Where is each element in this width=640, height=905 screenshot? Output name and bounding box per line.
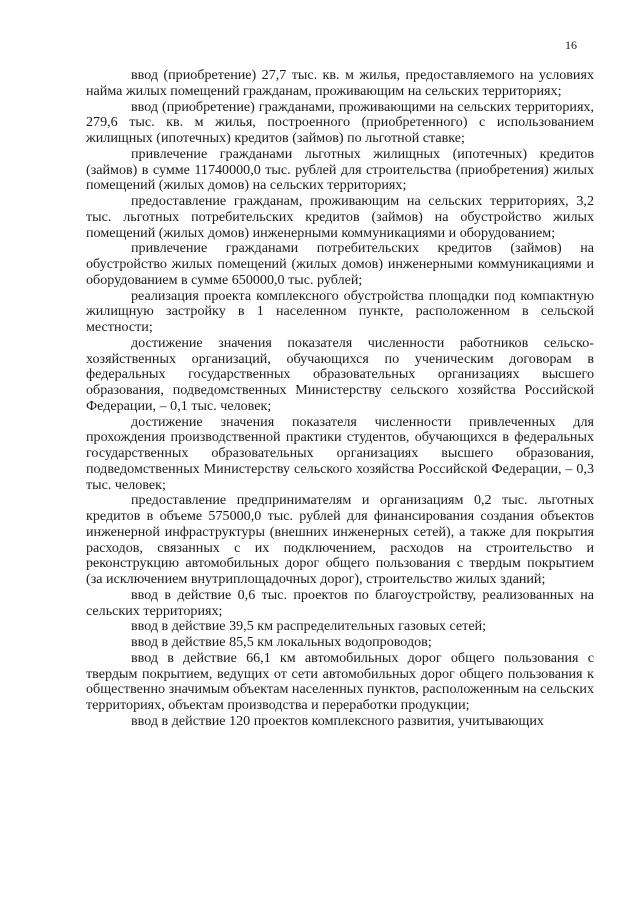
paragraph: ввод в действие 120 проектов комплексного развития, учитывающих (131, 712, 544, 729)
paragraph: достижение значения показателя численности работников сельско-хозяйственных организаций, обучающихся по ученическим договорам в федеральных государственных образовательных организациях высшего образования, подведомственных Министерству сельского хозяйства Российской Федерации, – 0,1 тыс. человек; (86, 334, 594, 414)
paragraph: реализация проекта комплексного обустройства площадки под компактную жилищную застройку в 1 населенном пункте, расположенном в сельской местности; (86, 287, 594, 335)
paragraph: ввод (приобретение) 27,7 тыс. кв. м жилья, предоставляемого на условиях найма жилых помещений гражданам, проживающим на сельских территориях; (86, 67, 594, 99)
page-number: 16 (565, 38, 577, 52)
paragraph: ввод (приобретение) гражданами, проживающими на сельских территориях, 279,6 тыс. кв. м жилья, построенного (приобретенного) с использованием жилищных (ипотечных) кредитов (займов) по льготной ставке; (86, 98, 594, 146)
paragraph: достижение значения показателя численности привлеченных для прохождения производственной практики студентов, обучающихся в федеральных государственных образовательных организациях высшего образования, подведомственных Министерству сельского хозяйства Российской Федерации, – 0,3 тыс. человек; (86, 413, 594, 493)
paragraph: предоставление гражданам, проживающим на сельских территориях, 3,2 тыс. льготных потребительских кредитов (займов) на обустройство жилых помещений (жилых домов) инженерными коммуникациями и оборудованием; (86, 193, 594, 241)
paragraph: ввод в действие 0,6 тыс. проектов по благоустройству, реализованных на сельских территориях; (86, 586, 594, 619)
paragraph: привлечение гражданами потребительских кредитов (займов) на обустройство жилых помещений (жилых домов) инженерными коммуникациями и оборудованием в сумме 650000,0 тыс. рублей; (86, 240, 594, 288)
paragraph: предоставление предпринимателям и организациям 0,2 тыс. льготных кредитов в объеме 575000,0 тыс. рублей для финансирования создания объектов инженерной инфраструктуры (внешних инженерных сетей), а также для покрытия расходов, связанных с их подключением, расходов на строительство и реконструкцию автомобильных дорог общего пользования с твердым покрытием (за исключением внутриплощадочных дорог), строительство жилых зданий; (86, 492, 594, 587)
paragraph: ввод в действие 66,1 км автомобильных дорог общего пользования с твердым покрытием, ведущих от сети автомобильных дорог общего пользования к общественно значимым объектам населенных пунктов, расположенным на сельских территориях, объектам производства и переработки продукции; (86, 649, 594, 713)
document-body (86, 68, 594, 730)
paragraph: ввод в действие 85,5 км локальных водопроводов; (131, 634, 432, 650)
paragraph: привлечение гражданами льготных жилищных (ипотечных) кредитов (займов) в сумме 11740000,0 тыс. рублей для строительства (приобретения) жилых помещений (жилых домов) на сельских территориях; (86, 145, 594, 194)
paragraph: ввод в действие 39,5 км распределительных газовых сетей; (131, 618, 487, 635)
